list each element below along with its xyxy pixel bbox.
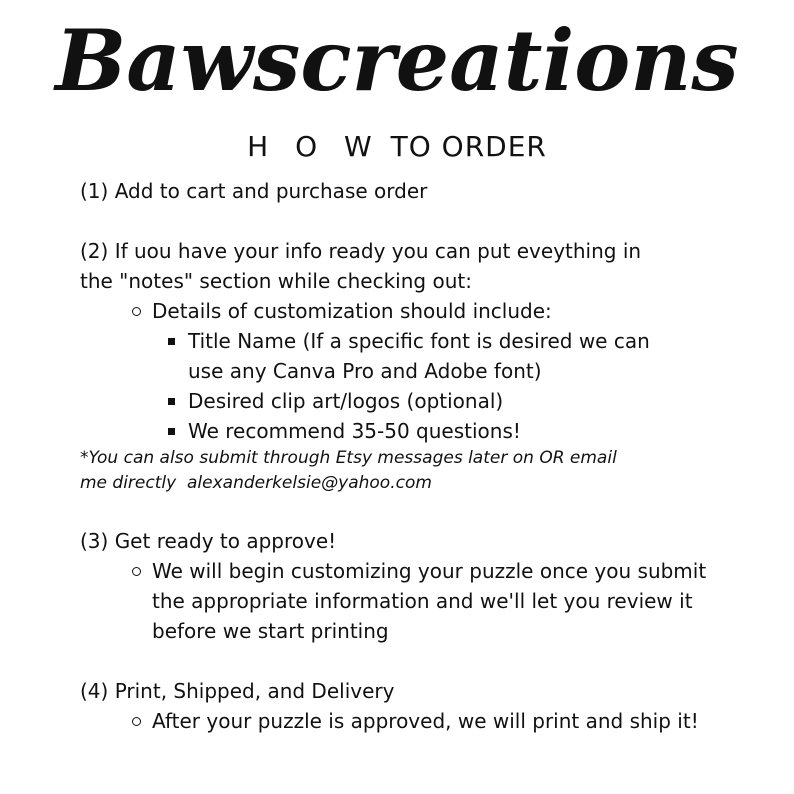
note-line-1: *You can also submit through Etsy messages later on OR email <box>80 448 617 468</box>
list-item: Desired clip art/logos (optional) <box>168 386 720 416</box>
step-3: (3) Get ready to approve! <box>80 529 337 553</box>
list-item: We will begin customizing your puzzle once you submit the appropriate information and we'll let you review it before we start printing <box>132 556 720 646</box>
list-item: Title Name (If a specific font is desired we can use any Canva Pro and Adobe font) <box>168 326 658 386</box>
brand-name: Bawscreations <box>55 11 739 110</box>
note-line-2: me directly <box>80 473 177 493</box>
etsy-note <box>80 446 720 496</box>
step-2-list <box>80 296 720 446</box>
order-instructions <box>80 176 720 736</box>
page-title-spaced: H O W <box>247 130 381 163</box>
step-4: (4) Print, Shipped, and Delivery <box>80 679 395 703</box>
page-title <box>0 130 794 163</box>
list-item: We recommend 35-50 questions! <box>168 416 720 446</box>
brand-logo <box>0 10 794 120</box>
list-item: After your puzzle is approved, we will print and ship it! <box>132 706 720 736</box>
contact-email[interactable]: alexanderkelsie@yahoo.com <box>187 473 432 493</box>
step-2-sub: Details of customization should include: <box>152 299 552 323</box>
list-item <box>132 296 720 446</box>
step-2-line-1: (2) If uou have your info ready you can put eveything in <box>80 239 642 263</box>
customization-list <box>152 326 720 446</box>
page-title-rest: TO ORDER <box>390 130 547 163</box>
step-1: (1) Add to cart and purchase order <box>80 179 428 203</box>
step-4-list <box>80 706 720 736</box>
step-2-line-2: the "notes" section while checking out: <box>80 269 472 293</box>
step-3-list <box>80 556 720 646</box>
